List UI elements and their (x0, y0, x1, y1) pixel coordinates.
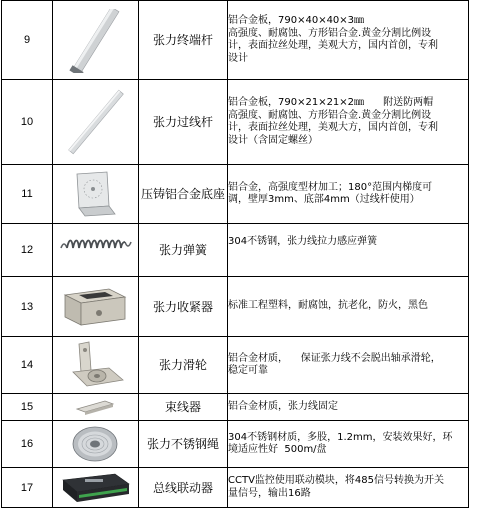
row-number: 12 (2, 224, 53, 277)
table-row (2, 277, 469, 337)
description-line: 高强度、耐腐蚀、方形铝合金.黄金分割比例设 (228, 27, 432, 39)
product-image-cell (53, 80, 139, 165)
description-line: 设计 (228, 52, 248, 64)
product-image-cell (53, 165, 139, 224)
die-cast-base-image (71, 170, 119, 218)
description-line: 设计（含固定螺丝） (228, 134, 318, 146)
tension-pass-rod-image (57, 88, 135, 156)
product-description (228, 1, 469, 80)
description-line: 铝合金板，790×40×40×3㎜ (228, 15, 365, 26)
description-line: 量信号，输出16路 (228, 487, 311, 499)
product-name: 张力弹簧 (139, 224, 228, 277)
tension-pulley-image (63, 340, 129, 392)
description-line: 铝合金，高强度型材加工；180°范围内梯度可 (228, 181, 433, 193)
product-image-cell (53, 421, 139, 468)
product-description (228, 337, 469, 394)
description-line: 标准工程塑料，耐腐蚀，抗老化，防火，黑色 (228, 300, 428, 312)
row-number: 15 (2, 394, 53, 421)
table-row (2, 80, 469, 165)
product-image-cell (53, 468, 139, 508)
product-name: 张力滑轮 (139, 337, 228, 394)
description-line: 调，壁厚3mm、底部4mm（过线杆使用） (228, 194, 420, 205)
product-description (228, 421, 469, 468)
description-line: 铝合金板，790×21×21×2㎜ 附送防两帽 (228, 97, 434, 108)
row-number: 14 (2, 337, 53, 394)
product-image-cell (53, 1, 139, 80)
product-image-cell (53, 224, 139, 277)
table-row (2, 224, 469, 277)
product-description (228, 394, 469, 421)
row-number: 17 (2, 468, 53, 508)
row-number: 13 (2, 277, 53, 337)
table-row (2, 468, 469, 508)
table-row (2, 1, 469, 80)
product-description (228, 468, 469, 508)
product-image-cell (53, 394, 139, 421)
description-line: 计，表面拉丝处理，美观大方，国内首创，专利 (228, 40, 438, 51)
product-name: 张力终端杆 (139, 1, 228, 80)
row-number: 11 (2, 165, 53, 224)
steel-wire-spool-image (69, 424, 121, 464)
product-description (228, 277, 469, 337)
product-name: 总线联动器 (139, 468, 228, 508)
product-name: 束线器 (139, 394, 228, 421)
spec-table (1, 0, 469, 508)
product-name: 张力不锈钢绳 (139, 421, 228, 468)
product-name: 张力过线杆 (139, 80, 228, 165)
description-line: CCTV监控使用联动模块，将485信号转换为开关 (228, 475, 445, 486)
bus-linkage-module-image (59, 472, 133, 504)
table-row (2, 165, 469, 224)
description-line: 304不锈钢，张力线拉力感应弹簧 (228, 236, 378, 247)
row-number: 10 (2, 80, 53, 165)
product-image-cell (53, 277, 139, 337)
table-row (2, 421, 469, 468)
description-line: 铝合金材质，张力线固定 (228, 400, 338, 412)
table-row (2, 337, 469, 394)
row-number: 16 (2, 421, 53, 468)
product-image-cell (53, 337, 139, 394)
product-name: 压铸铝合金底座 (139, 165, 228, 224)
table-row (2, 394, 469, 421)
wire-clamp-image (75, 399, 115, 415)
row-number: 9 (2, 1, 53, 80)
description-line: 稳定可靠 (228, 365, 268, 376)
description-line: 高强度、耐腐蚀、方形铝合金.黄金分割比例设 (228, 109, 432, 121)
product-name: 张力收紧器 (139, 277, 228, 337)
description-line: 304不锈钢材质，多股，1.2mm，安装效果好，环 (228, 431, 453, 443)
tensioner-image (59, 283, 131, 329)
product-description (228, 165, 469, 224)
product-description (228, 80, 469, 165)
description-line: 计，表面拉丝处理，美观大方，国内首创，专利 (228, 122, 438, 133)
description-line: 境适应性好 500m/盘 (228, 444, 327, 455)
description-line: 铝合金材质， 保证张力线不会脱出轴承滑轮， (228, 352, 441, 364)
product-description (228, 224, 469, 277)
tension-terminal-rod-image (57, 9, 135, 73)
tension-spring-image (59, 234, 133, 256)
